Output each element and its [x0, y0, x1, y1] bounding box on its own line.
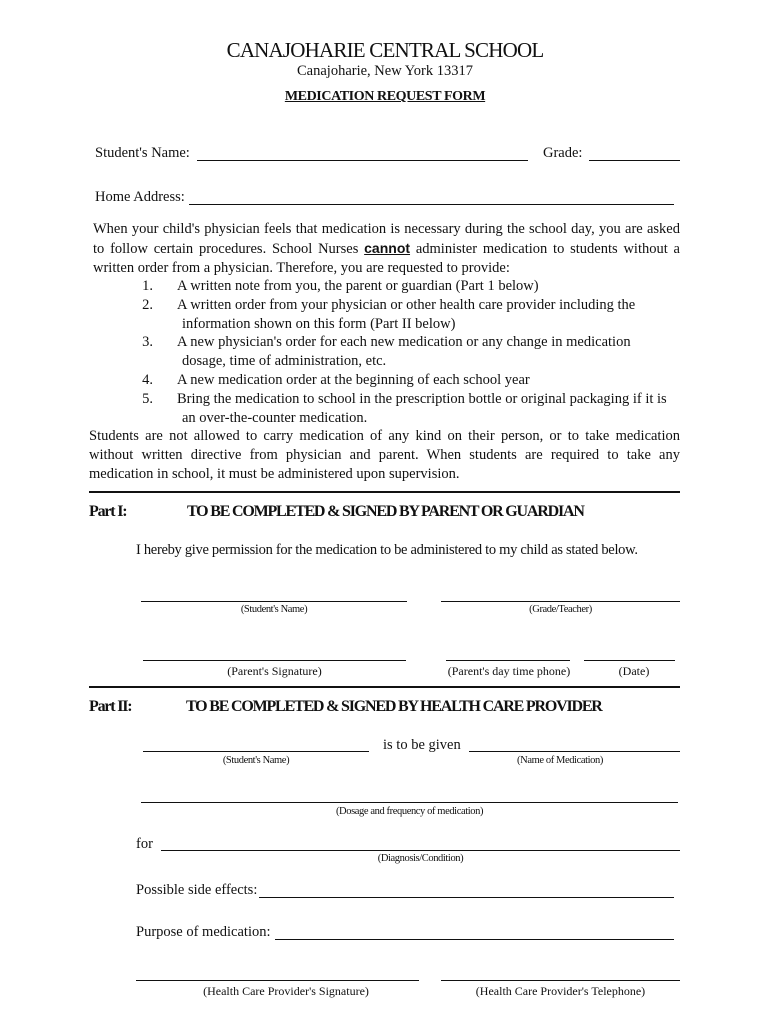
part2-student-name-field[interactable]: [143, 751, 369, 752]
policy-paragraph: Students are not allowed to carry medication of any kind on their person, or to take medication without written directive from physician and parent. When students are required to take any medication in school, it must be administered upon supervision.: [89, 428, 680, 482]
student-name-field[interactable]: [197, 160, 528, 161]
dosage-field[interactable]: [141, 802, 678, 803]
school-address: Canajoharie, New York 13317: [297, 63, 473, 79]
parent-phone-caption: (Parent's day time phone): [447, 664, 571, 678]
part1-student-name-field[interactable]: [141, 601, 407, 602]
student-name-label: Student's Name:: [95, 145, 190, 161]
diagnosis-field[interactable]: [161, 850, 680, 851]
dosage-caption: (Dosage and frequency of medication): [335, 806, 484, 817]
school-name: CANAJOHARIE CENTRAL SCHOOL: [226, 38, 544, 62]
parent-phone-field[interactable]: [446, 660, 570, 661]
parent-signature-field[interactable]: [143, 660, 406, 661]
grade-label: Grade:: [543, 145, 583, 161]
diagnosis-caption: (Diagnosis/Condition): [377, 853, 464, 864]
part1-divider: [89, 491, 680, 493]
intro-paragraph: When your child's physician feels that medication is necessary during the school day, you are asked to follow certain procedures. School Nurses cannot administer medication to students without a written order from a physician. Therefore, you are requested to provide:: [93, 221, 680, 276]
part2-heading: TO BE COMPLETED & SIGNED BY HEALTH CARE PROVIDER: [186, 698, 602, 715]
part1-heading: TO BE COMPLETED & SIGNED BY PARENT OR GUARDIAN: [187, 503, 584, 520]
part1-student-name-caption: (Student's Name): [240, 604, 308, 615]
parent-signature-caption: (Parent's Signature): [227, 664, 322, 678]
list-item: 3. A new physician's order for each new medication or any change in medication dosage, time of administration, etc.: [142, 334, 631, 370]
part2-divider: [89, 686, 680, 688]
purpose-field[interactable]: [275, 939, 674, 940]
side-effects-field[interactable]: [259, 897, 674, 898]
cannot-emphasis: cannot: [364, 240, 411, 256]
form-title: MEDICATION REQUEST FORM: [284, 89, 486, 104]
is-to-be-given-label: is to be given: [383, 737, 461, 753]
list-item: 4. A new medication order at the beginning of each school year: [142, 371, 530, 388]
date-field[interactable]: [584, 660, 675, 661]
part2-label: Part II:: [89, 698, 132, 715]
grade-field[interactable]: [589, 160, 680, 161]
home-address-field[interactable]: [189, 204, 674, 205]
purpose-label: Purpose of medication:: [136, 924, 271, 940]
home-address-label: Home Address:: [95, 189, 185, 205]
list-item: 5. Bring the medication to school in the prescription bottle or original packaging if it is an over-the-counter medication.: [142, 390, 667, 426]
provider-phone-caption: (Health Care Provider's Telephone): [475, 984, 646, 998]
list-item: 1. A written note from you, the parent or guardian (Part 1 below): [142, 278, 539, 294]
date-caption: (Date): [618, 664, 650, 678]
grade-teacher-caption: (Grade/Teacher): [529, 604, 592, 615]
grade-teacher-field[interactable]: [441, 601, 680, 602]
requirements-list: [93, 277, 680, 427]
permission-statement: I hereby give permission for the medication to be administered to my child as stated below.: [136, 542, 638, 558]
part2-student-name-caption: (Student's Name): [222, 755, 290, 766]
for-label: for: [136, 836, 153, 852]
provider-signature-field[interactable]: [136, 980, 419, 981]
medication-name-field[interactable]: [469, 751, 680, 752]
list-item: 2. A written order from your physician or other health care provider including the information shown on this form (Part II below): [142, 296, 636, 332]
medication-name-caption: (Name of Medication): [517, 755, 603, 766]
side-effects-label: Possible side effects:: [136, 882, 258, 898]
provider-signature-caption: (Health Care Provider's Signature): [203, 984, 369, 998]
provider-phone-field[interactable]: [441, 980, 680, 981]
part1-label: Part I:: [89, 503, 127, 520]
